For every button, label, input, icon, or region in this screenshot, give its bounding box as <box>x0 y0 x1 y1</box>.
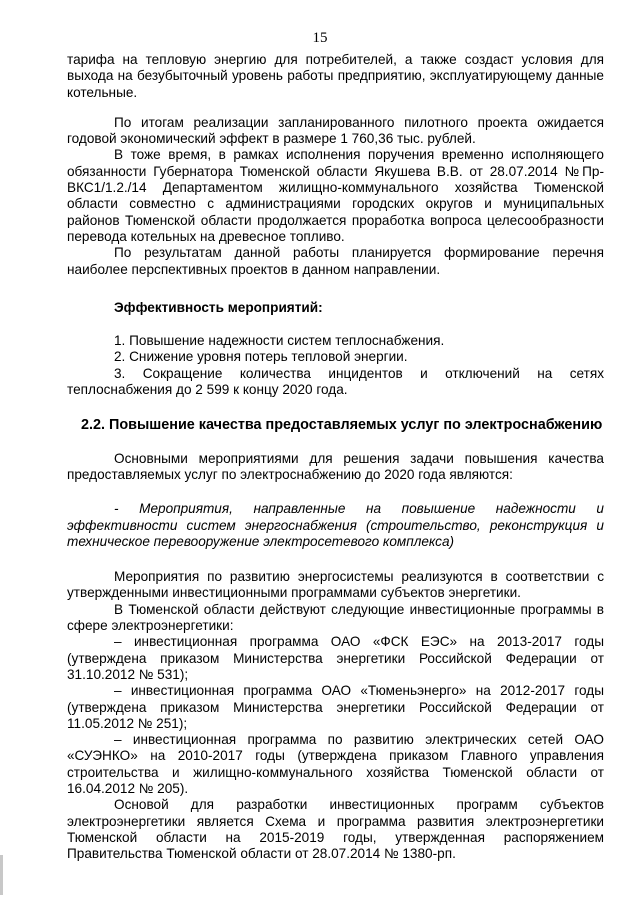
paragraph: В Тюменской области действуют следующие инвестиционные программы в сфере электроэнергетики: <box>67 601 604 634</box>
scan-edge-mark <box>0 855 3 895</box>
paragraph: В тоже время, в рамках исполнения поручения временно исполняющего обязанности Губернатора Тюменской области Якушева В.В. от 28.07.2014 №Пр-ВКС1/1.2./14 Департаментом жилищно-коммунального хозяйства Тюменской области совместно с администрациями городских округов и муниципальных районов Тюменской области продолжается проработка вопроса целесообразности перевода котельных на древесное топливо. <box>67 147 604 244</box>
paragraph: тарифа на тепловую энергию для потребителей, а также создаст условия для выхода на безубыточный уровень работы предприятию, эксплуатирующему данные котельные. <box>67 52 604 100</box>
program-item: – инвестиционная программа ОАО «Тюменьэнерго» на 2012-2017 годы (утверждена приказом Министерства энергетики Российской Федерации от 11.05.2012 № 251); <box>67 683 604 731</box>
page-body <box>67 52 604 862</box>
effectiveness-heading: Эффективность мероприятий: <box>114 299 323 315</box>
program-item: – инвестиционная программа ОАО «ФСК ЕЭС» на 2013-2017 годы (утверждена приказом Министерства энергетики Российской Федерации от 31.10.2012 № 531); <box>67 634 604 682</box>
paragraph: Основными мероприятиями для решения задачи повышения качества предоставляемых услуг по электроснабжению до 2020 года являются: <box>67 450 604 482</box>
paragraph: По результатам данной работы планируется формирование перечня наиболее перспективных проектов в данном направлении. <box>67 245 604 277</box>
program-item: – инвестиционная программа по развитию электрических сетей ОАО «СУЭНКО» на 2010-2017 годы (утверждена приказом Главного управления строительства и жилищно-коммунального хозяйства Тюменской области от 16.04.2012 № 205). <box>67 732 604 796</box>
list-item: 2. Снижение уровня потерь тепловой энергии. <box>114 349 408 365</box>
list-item: 1. Повышение надежности систем теплоснабжения. <box>114 333 445 349</box>
paragraph: По итогам реализации запланированного пилотного проекта ожидается годовой экономический эффект в размере 1 760,36 тыс. рублей. <box>67 114 604 147</box>
page-number: 15 <box>312 30 328 46</box>
list-item: 3. Сокращение количества инцидентов и отключений на сетях теплоснабжения до 2 599 к концу 2020 года. <box>67 365 604 398</box>
paragraph: Мероприятия по развитию энергосистемы реализуются в соответствии с утвержденными инвестиционными программами субъектов энергетики. <box>67 569 604 601</box>
paragraph: Основой для разработки инвестиционных программ субъектов электроэнергетики является Схема и программа развития электроэнергетики Тюменской области на 2015-2019 годы, утвержденная распоряжением Правительства Тюменской области от 28.07.2014 № 1380-рп. <box>67 797 604 862</box>
italic-list-item: - Мероприятия, направленные на повышение надежности и эффективности систем энергоснабжения (строительство, реконструкция и техническое перевооружение электросетевого комплекса) <box>67 501 604 549</box>
section-title: 2.2. Повышение качества предоставляемых услуг по электроснабжению <box>81 417 603 434</box>
